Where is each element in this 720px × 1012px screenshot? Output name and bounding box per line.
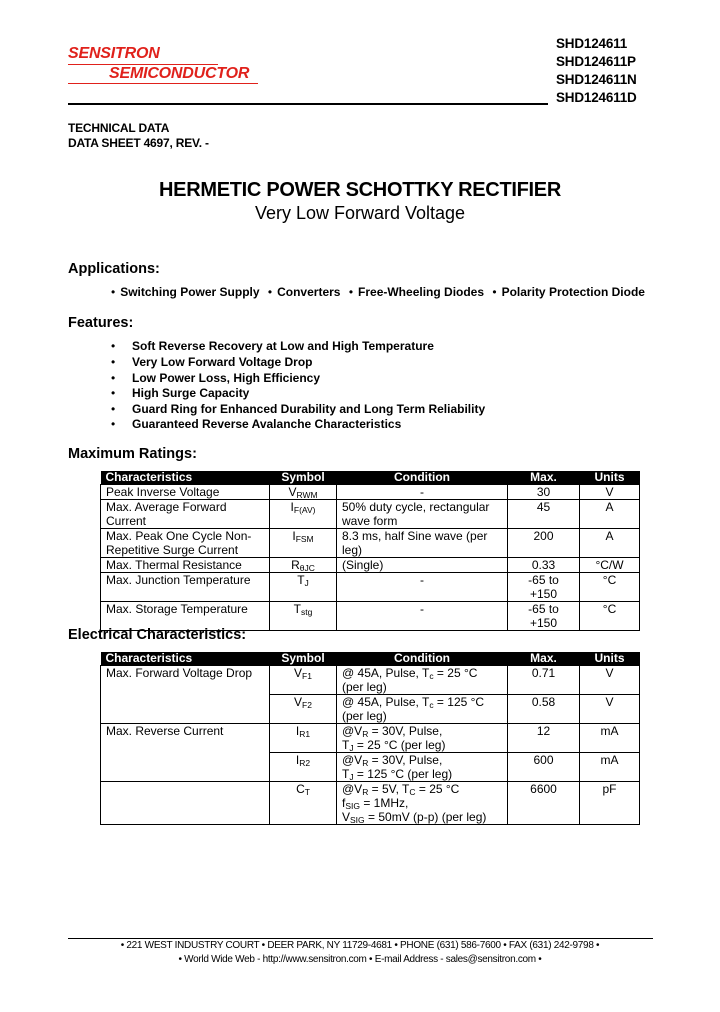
part-number-3: SHD124611N xyxy=(556,72,637,87)
column-header: Characteristics xyxy=(101,652,270,666)
logo-sensitron: SENSITRON xyxy=(68,45,160,62)
application-item: Polarity Protection Diode xyxy=(501,285,645,299)
logo-rule-bottom xyxy=(68,83,258,84)
column-header: Units xyxy=(580,471,640,485)
application-item: Free-Wheeling Diodes xyxy=(358,285,485,299)
document-subtitle: Very Low Forward Voltage xyxy=(254,203,466,223)
column-header: Units xyxy=(580,652,640,666)
electrical-table xyxy=(100,652,640,825)
table-row: Max. Reverse Current $I_{R1}$ $@V_R = 30V$, Pulse, $T_J = 25$ °C (per leg) 12 mA xyxy=(101,724,640,753)
footer-contact: • World Wide Web - http://www.sensitron.com • E-mail Address - sales@sensitron.com • xyxy=(178,954,542,965)
logo-semiconductor: SEMICONDUCTOR xyxy=(109,65,250,82)
table-row: $I_{R2}$ $@V_R = 30V$, Pulse, $T_J = 125$ °C (per leg) 600 mA xyxy=(101,753,640,782)
column-header: Condition xyxy=(337,652,508,666)
column-header: Condition xyxy=(337,471,508,485)
header-divider xyxy=(68,103,548,105)
feature-item: • High Surge Capacity xyxy=(111,386,250,400)
table-row: Max. Storage Temperature $T_{stg}$ - -65 to +150 °C xyxy=(101,602,640,631)
feature-item: • Very Low Forward Voltage Drop xyxy=(111,355,313,369)
feature-item: • Low Power Loss, High Efficiency xyxy=(111,371,321,385)
table-row: $C_T$ $@V_R = 5V$, $T_C = 25$ °C $f_{SIG} = 1MHz$, $V_{SIG} = 50mV$ (p-p) (per leg) 6600 pF xyxy=(101,782,640,825)
applications-heading: Applications: xyxy=(68,261,160,277)
max-ratings-heading: Maximum Ratings: xyxy=(68,446,197,462)
part-number-4: SHD124611D xyxy=(556,90,637,105)
footer-address: • 221 WEST INDUSTRY COURT • DEER PARK, NY 11729-4681 • PHONE (631) 586-7600 • FAX (631) 242-9798 • xyxy=(120,940,600,951)
table-row: $V_{F2}$ @ 45A, Pulse, $T_c = 125$ °C (per leg) 0.58 V xyxy=(101,695,640,724)
footer-divider xyxy=(68,938,653,939)
table-row: Max. Thermal Resistance $R_{\theta JC}$ (Single) 0.33 °C/W xyxy=(101,558,640,573)
table-row: Peak Inverse Voltage $V_{RWM}$ - 30 V xyxy=(101,485,640,500)
data-sheet-label: DATA SHEET 4697, REV. - xyxy=(68,136,209,150)
feature-item: • Guaranteed Reverse Avalanche Characteristics xyxy=(111,417,402,431)
applications-list: • Switching Power Supply • Converters • Free-Wheeling Diodes • Polarity Protection Diode xyxy=(111,285,650,299)
document-title: HERMETIC POWER SCHOTTKY RECTIFIER xyxy=(159,179,561,201)
feature-item: • Guard Ring for Enhanced Durability and Long Term Reliability xyxy=(111,402,486,416)
table-header-row xyxy=(101,471,640,485)
electrical-heading: Electrical Characteristics: xyxy=(68,627,247,643)
part-number-1: SHD124611 xyxy=(556,36,628,51)
column-header: Symbol xyxy=(270,652,337,666)
max-ratings-table xyxy=(100,471,640,631)
table-row: Max. Forward Voltage Drop $V_{F1}$ @ 45A, Pulse, $T_c = 25$ °C (per leg) 0.71 V xyxy=(101,666,640,695)
table-row: Max. Average Forward Current $I_{F(AV)}$ 50% duty cycle, rectangular wave form 45 A xyxy=(101,500,640,529)
table-header-row xyxy=(101,652,640,666)
table-row: Max. Junction Temperature $T_J$ - -65 to +150 °C xyxy=(101,573,640,602)
column-header: Max. xyxy=(508,471,580,485)
part-number-2: SHD124611P xyxy=(556,54,636,69)
feature-item: • Soft Reverse Recovery at Low and High Temperature xyxy=(111,339,434,353)
application-item: Converters xyxy=(277,285,341,299)
table-row: Max. Peak One Cycle Non-Repetitive Surge Current $I_{FSM}$ 8.3 ms, half Sine wave (per leg) 200 A xyxy=(101,529,640,558)
column-header: Max. xyxy=(508,652,580,666)
features-heading: Features: xyxy=(68,315,134,331)
column-header: Symbol xyxy=(270,471,337,485)
application-item: Switching Power Supply xyxy=(120,285,260,299)
technical-data-label: TECHNICAL DATA xyxy=(68,121,170,135)
column-header: Characteristics xyxy=(101,471,270,485)
